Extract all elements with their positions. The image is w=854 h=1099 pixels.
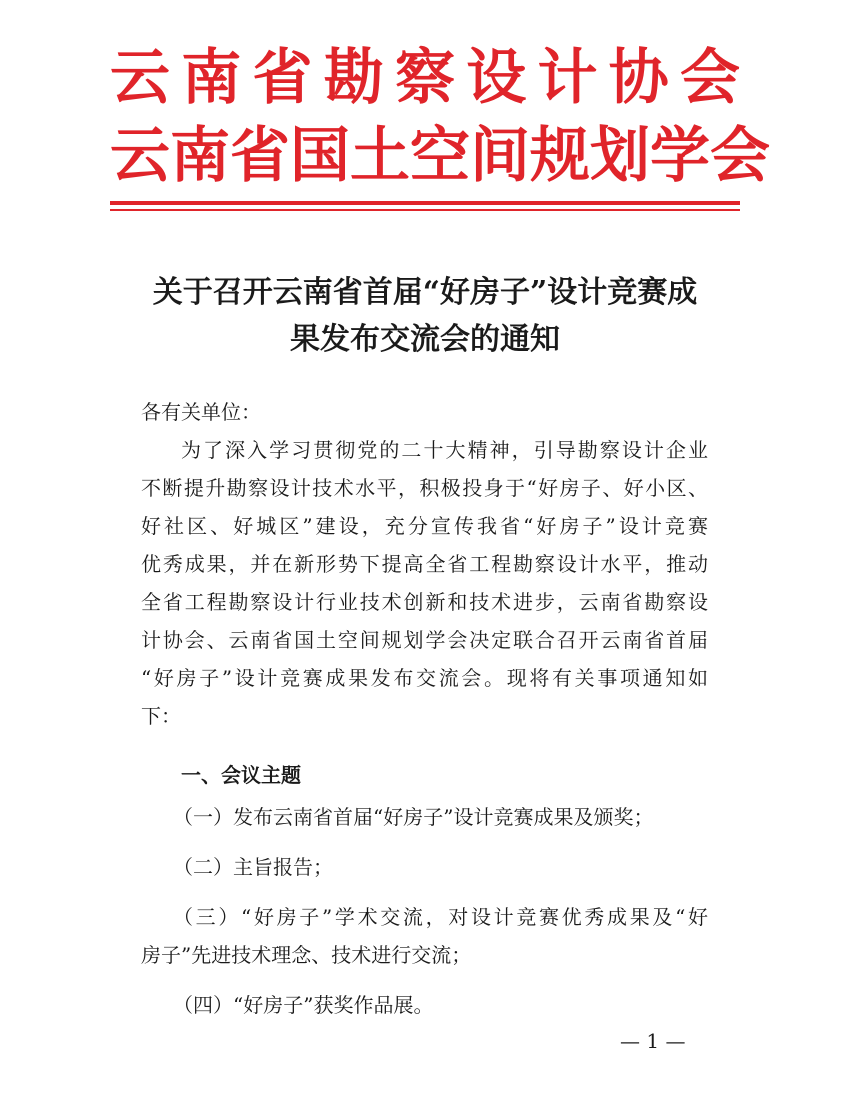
section-1-item-2: （二）主旨报告；: [173, 855, 333, 879]
document-title-line-2: 果发布交流会的通知: [290, 322, 560, 357]
masthead-line-1: 云南省勘察设计协会: [110, 43, 740, 113]
intro-line-2: 不断提升勘察设计技术水平，积极投身于“好房子、好小区、: [141, 476, 708, 500]
section-1-item-4: （四）“好房子”获奖作品展。: [173, 993, 434, 1017]
intro-line-4: 优秀成果，并在新形势下提高全省工程勘察设计水平，推动: [141, 552, 708, 576]
document-title-line-1: 关于召开云南省首届“好房子”设计竞赛成: [152, 275, 698, 310]
salutation: 各有关单位：: [141, 400, 261, 424]
masthead-line-2: 云南省国土空间规划学会: [110, 121, 770, 191]
section-1-item-3-line-1: （三）“好房子”学术交流，对设计竞赛优秀成果及“好: [173, 905, 708, 929]
intro-line-5: 全省工程勘察设计行业技术创新和技术进步，云南省勘察设: [141, 590, 708, 614]
section-1-item-1: （一）发布云南省首届“好房子”设计竞赛成果及颁奖；: [173, 805, 654, 829]
intro-line-7: “好房子”设计竞赛成果发布交流会。现将有关事项通知如: [141, 666, 708, 690]
red-divider-thin: [110, 209, 740, 211]
intro-line-8: 下：: [141, 704, 181, 728]
intro-line-1: 为了深入学习贯彻党的二十大精神，引导勘察设计企业: [181, 438, 708, 462]
intro-line-3: 好社区、好城区”建设，充分宣传我省“好房子”设计竞赛: [141, 514, 708, 538]
section-1-item-3-line-2: 房子”先进技术理念、技术进行交流；: [141, 943, 472, 967]
section-1-heading: 一、会议主题: [181, 763, 301, 787]
intro-line-6: 计协会、云南省国土空间规划学会决定联合召开云南省首届: [141, 628, 708, 652]
red-divider-thick: [110, 201, 740, 205]
page-number: — 1 —: [620, 1029, 686, 1053]
